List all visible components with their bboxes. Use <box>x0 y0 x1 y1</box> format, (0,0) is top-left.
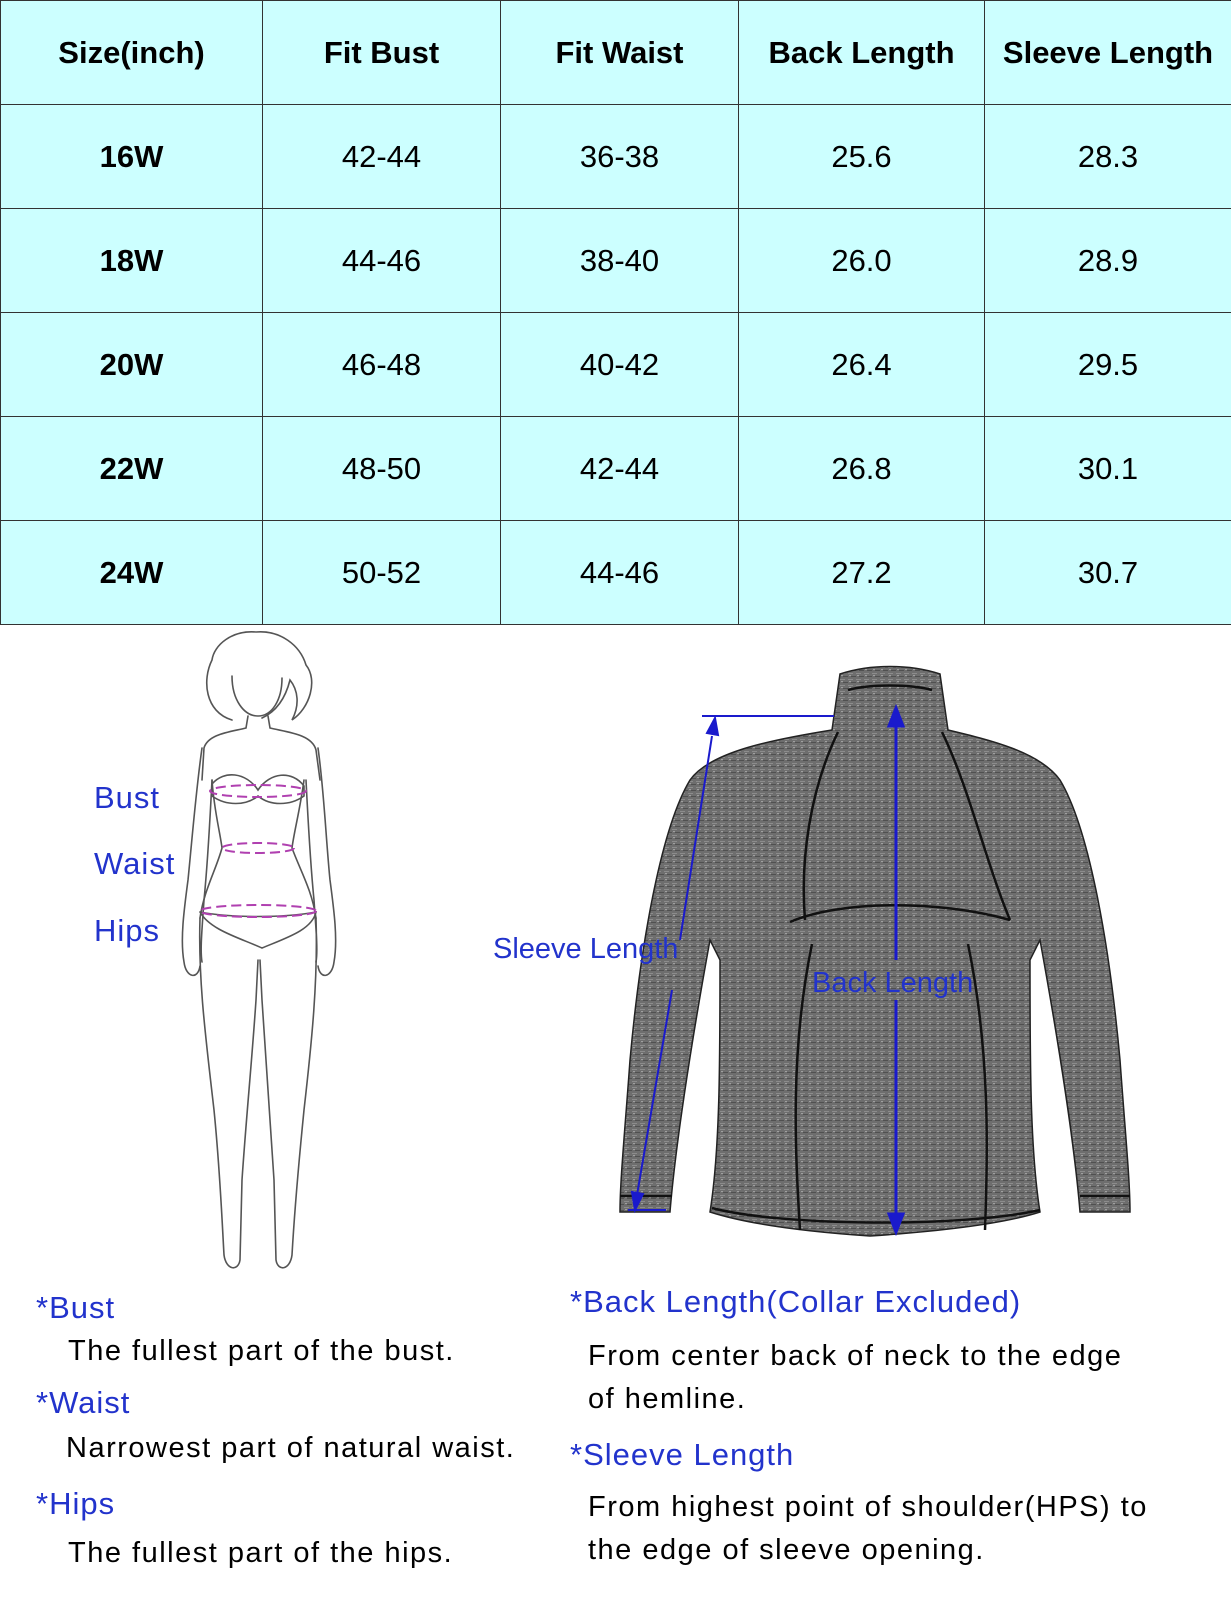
back-length-cell: 27.2 <box>739 521 985 625</box>
jacket-body <box>620 667 1130 1237</box>
header-back-length: Back Length <box>739 1 985 105</box>
figure-label-bust: Bust <box>94 780 161 815</box>
definition-title-sleeve-length: *Sleeve Length <box>570 1437 795 1472</box>
waist-cell: 42-44 <box>501 417 739 521</box>
bust-cell: 48-50 <box>263 417 501 521</box>
waist-cell: 38-40 <box>501 209 739 313</box>
table-header-row <box>1 1 1231 105</box>
waist-cell: 36-38 <box>501 105 739 209</box>
definition-title-back-length: *Back Length(Collar Excluded) <box>570 1284 1022 1319</box>
jacket-measurement-figure <box>600 660 1160 1250</box>
definition-text-waist: Narrowest part of natural waist. <box>66 1432 516 1464</box>
bust-cell: 42-44 <box>263 105 501 209</box>
definition-text-sleeve-length-line1: From highest point of shoulder(HPS) to <box>588 1491 1148 1523</box>
back-length-cell: 25.6 <box>739 105 985 209</box>
size-cell: 20W <box>1 313 263 417</box>
size-cell: 18W <box>1 209 263 313</box>
back-length-cell: 26.0 <box>739 209 985 313</box>
definition-text-back-length-line2: of hemline. <box>588 1383 747 1415</box>
waist-cell: 44-46 <box>501 521 739 625</box>
table-row <box>1 521 1231 625</box>
definition-text-bust: The fullest part of the bust. <box>68 1335 455 1367</box>
sleeve-length-cell: 28.9 <box>985 209 1231 313</box>
size-cell: 16W <box>1 105 263 209</box>
table-row <box>1 313 1231 417</box>
bust-cell: 44-46 <box>263 209 501 313</box>
header-fit-bust: Fit Bust <box>263 1 501 105</box>
sleeve-length-cell: 30.7 <box>985 521 1231 625</box>
sleeve-length-cell: 28.3 <box>985 105 1231 209</box>
definition-title-bust: *Bust <box>36 1290 116 1325</box>
figure-label-waist: Waist <box>94 846 176 881</box>
header-fit-waist: Fit Waist <box>501 1 739 105</box>
figure-label-sleeve-length: Sleeve Length <box>493 933 679 965</box>
sleeve-length-cell: 30.1 <box>985 417 1231 521</box>
back-length-cell: 26.8 <box>739 417 985 521</box>
size-cell: 24W <box>1 521 263 625</box>
waist-measure-line <box>222 843 294 853</box>
bust-cell: 46-48 <box>263 313 501 417</box>
definition-title-hips: *Hips <box>36 1486 116 1521</box>
table-row <box>1 209 1231 313</box>
header-size: Size(inch) <box>1 1 263 105</box>
definition-text-sleeve-length-line2: the edge of sleeve opening. <box>588 1534 985 1566</box>
body-measurement-figure <box>170 628 360 1288</box>
figure-label-hips: Hips <box>94 913 161 948</box>
definition-title-waist: *Waist <box>36 1385 131 1420</box>
table-row <box>1 105 1231 209</box>
figure-label-back-length: Back Length <box>812 967 974 999</box>
size-cell: 22W <box>1 417 263 521</box>
definition-text-back-length-line1: From center back of neck to the edge <box>588 1340 1123 1372</box>
table-row <box>1 417 1231 521</box>
hair-outline <box>207 632 312 720</box>
back-length-cell: 26.4 <box>739 313 985 417</box>
waist-cell: 40-42 <box>501 313 739 417</box>
sleeve-length-cell: 29.5 <box>985 313 1231 417</box>
definition-text-hips: The fullest part of the hips. <box>68 1537 454 1569</box>
size-chart-table <box>0 0 1231 625</box>
hips-measure-line <box>200 905 316 917</box>
header-sleeve-length: Sleeve Length <box>985 1 1231 105</box>
bust-cell: 50-52 <box>263 521 501 625</box>
